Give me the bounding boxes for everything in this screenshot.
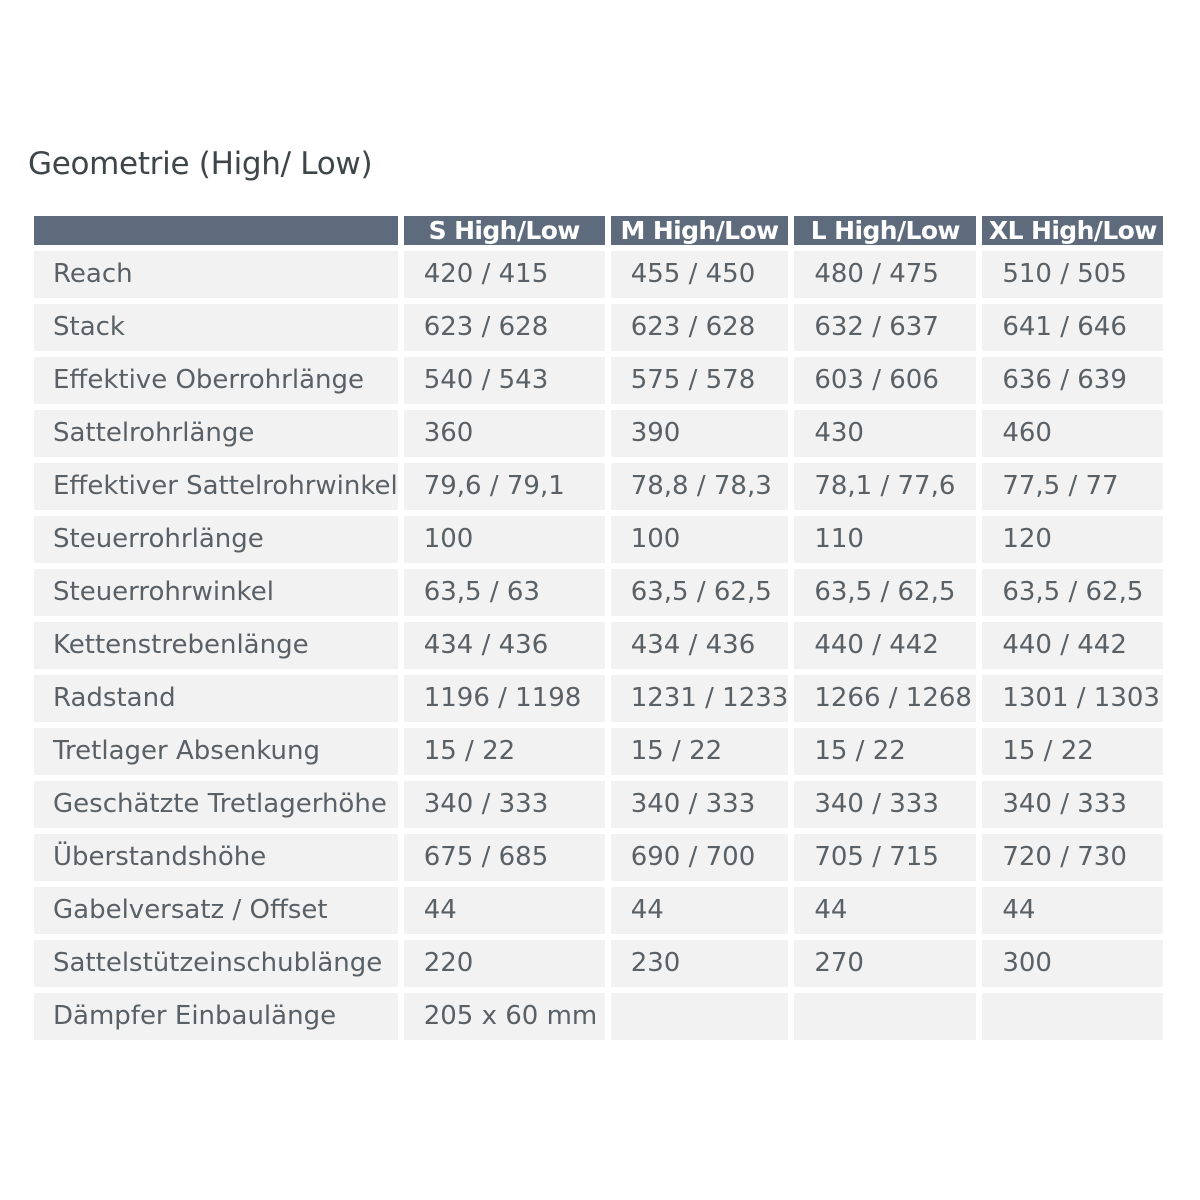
table-row bbox=[34, 781, 1163, 828]
table-row bbox=[34, 622, 1163, 669]
cell-xl: 641 / 646 bbox=[982, 304, 1163, 351]
page-title: Geometrie (High/ Low) bbox=[28, 146, 373, 182]
cell-s: 675 / 685 bbox=[404, 834, 605, 881]
cell-m: 390 bbox=[611, 410, 789, 457]
cell-l: 270 bbox=[794, 940, 976, 987]
cell-m bbox=[611, 993, 789, 1040]
cell-m: 340 / 333 bbox=[611, 781, 789, 828]
cell-xl: 1301 / 1303 bbox=[982, 675, 1163, 722]
cell-l bbox=[794, 993, 976, 1040]
row-label: Sattelstützeinschublänge bbox=[34, 940, 398, 987]
cell-xl: 460 bbox=[982, 410, 1163, 457]
cell-xl: 63,5 / 62,5 bbox=[982, 569, 1163, 616]
cell-m: 100 bbox=[611, 516, 789, 563]
cell-xl: 120 bbox=[982, 516, 1163, 563]
geometry-table bbox=[28, 210, 1169, 1046]
cell-xl: 510 / 505 bbox=[982, 251, 1163, 298]
cell-m: 15 / 22 bbox=[611, 728, 789, 775]
row-label: Reach bbox=[34, 251, 398, 298]
cell-l: 44 bbox=[794, 887, 976, 934]
cell-m: 1231 / 1233 bbox=[611, 675, 789, 722]
cell-l: 15 / 22 bbox=[794, 728, 976, 775]
cell-l: 1266 / 1268 bbox=[794, 675, 976, 722]
cell-s: 220 bbox=[404, 940, 605, 987]
cell-s: 340 / 333 bbox=[404, 781, 605, 828]
cell-s: 623 / 628 bbox=[404, 304, 605, 351]
cell-m: 690 / 700 bbox=[611, 834, 789, 881]
row-label: Dämpfer Einbaulänge bbox=[34, 993, 398, 1040]
cell-m: 434 / 436 bbox=[611, 622, 789, 669]
column-header-label bbox=[34, 216, 398, 245]
table-row bbox=[34, 251, 1163, 298]
cell-s: 205 x 60 mm bbox=[404, 993, 605, 1040]
cell-l: 440 / 442 bbox=[794, 622, 976, 669]
table-body bbox=[34, 251, 1163, 1040]
table-row bbox=[34, 993, 1163, 1040]
row-label: Radstand bbox=[34, 675, 398, 722]
cell-s: 44 bbox=[404, 887, 605, 934]
column-header-s: S High/Low bbox=[404, 216, 605, 245]
cell-s: 79,6 / 79,1 bbox=[404, 463, 605, 510]
row-label: Tretlager Absenkung bbox=[34, 728, 398, 775]
cell-s: 15 / 22 bbox=[404, 728, 605, 775]
cell-l: 632 / 637 bbox=[794, 304, 976, 351]
cell-m: 63,5 / 62,5 bbox=[611, 569, 789, 616]
cell-s: 63,5 / 63 bbox=[404, 569, 605, 616]
cell-xl: 720 / 730 bbox=[982, 834, 1163, 881]
table-row bbox=[34, 357, 1163, 404]
row-label: Effektiver Sattelrohrwinkel bbox=[34, 463, 398, 510]
cell-l: 63,5 / 62,5 bbox=[794, 569, 976, 616]
cell-m: 230 bbox=[611, 940, 789, 987]
cell-xl: 636 / 639 bbox=[982, 357, 1163, 404]
row-label: Überstandshöhe bbox=[34, 834, 398, 881]
cell-xl: 44 bbox=[982, 887, 1163, 934]
cell-m: 455 / 450 bbox=[611, 251, 789, 298]
cell-s: 100 bbox=[404, 516, 605, 563]
cell-l: 340 / 333 bbox=[794, 781, 976, 828]
cell-xl: 300 bbox=[982, 940, 1163, 987]
table-row bbox=[34, 940, 1163, 987]
cell-s: 1196 / 1198 bbox=[404, 675, 605, 722]
cell-xl: 440 / 442 bbox=[982, 622, 1163, 669]
column-header-l: L High/Low bbox=[794, 216, 976, 245]
cell-m: 44 bbox=[611, 887, 789, 934]
row-label: Stack bbox=[34, 304, 398, 351]
table-header bbox=[34, 216, 1163, 245]
table-row bbox=[34, 304, 1163, 351]
cell-s: 420 / 415 bbox=[404, 251, 605, 298]
cell-xl: 15 / 22 bbox=[982, 728, 1163, 775]
table-row bbox=[34, 410, 1163, 457]
row-label: Geschätzte Tretlagerhöhe bbox=[34, 781, 398, 828]
cell-l: 78,1 / 77,6 bbox=[794, 463, 976, 510]
table-row bbox=[34, 675, 1163, 722]
column-header-m: M High/Low bbox=[611, 216, 789, 245]
cell-m: 575 / 578 bbox=[611, 357, 789, 404]
cell-xl: 77,5 / 77 bbox=[982, 463, 1163, 510]
table-row bbox=[34, 463, 1163, 510]
table-row bbox=[34, 516, 1163, 563]
cell-xl bbox=[982, 993, 1163, 1040]
row-label: Steuerrohrwinkel bbox=[34, 569, 398, 616]
cell-l: 480 / 475 bbox=[794, 251, 976, 298]
cell-l: 705 / 715 bbox=[794, 834, 976, 881]
row-label: Kettenstrebenlänge bbox=[34, 622, 398, 669]
cell-xl: 340 / 333 bbox=[982, 781, 1163, 828]
cell-s: 540 / 543 bbox=[404, 357, 605, 404]
table-row bbox=[34, 728, 1163, 775]
table-row bbox=[34, 569, 1163, 616]
row-label: Steuerrohrlänge bbox=[34, 516, 398, 563]
row-label: Gabelversatz / Offset bbox=[34, 887, 398, 934]
row-label: Effektive Oberrohrlänge bbox=[34, 357, 398, 404]
cell-l: 603 / 606 bbox=[794, 357, 976, 404]
cell-s: 360 bbox=[404, 410, 605, 457]
header-row bbox=[34, 216, 1163, 245]
table-row bbox=[34, 887, 1163, 934]
cell-m: 78,8 / 78,3 bbox=[611, 463, 789, 510]
cell-s: 434 / 436 bbox=[404, 622, 605, 669]
cell-l: 110 bbox=[794, 516, 976, 563]
row-label: Sattelrohrlänge bbox=[34, 410, 398, 457]
cell-m: 623 / 628 bbox=[611, 304, 789, 351]
cell-l: 430 bbox=[794, 410, 976, 457]
table-row bbox=[34, 834, 1163, 881]
column-header-xl: XL High/Low bbox=[982, 216, 1163, 245]
